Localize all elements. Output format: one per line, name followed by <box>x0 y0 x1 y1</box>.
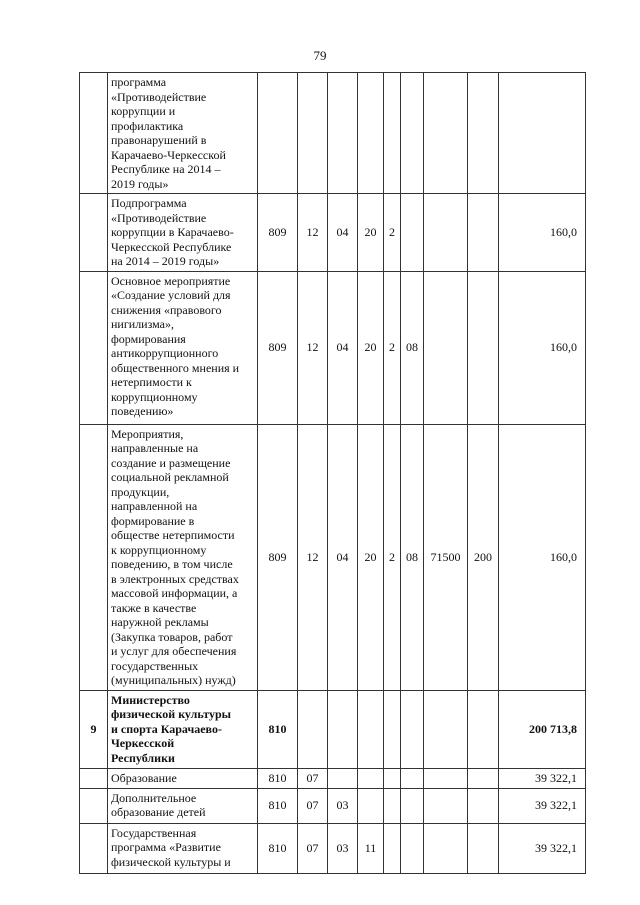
ministry-code: 810 <box>258 788 298 823</box>
main-event-code <box>401 690 424 768</box>
section-code: 07 <box>298 768 328 788</box>
section-code: 12 <box>298 271 328 424</box>
direction-code <box>424 73 468 194</box>
program-code: 11 <box>358 823 384 873</box>
table-row <box>80 690 586 768</box>
subprogram-code <box>384 73 401 194</box>
direction-code <box>424 194 468 272</box>
subprogram-code: 2 <box>384 424 401 690</box>
amount: 39 322,1 <box>499 823 586 873</box>
ministry-code: 810 <box>258 823 298 873</box>
ministry-code <box>258 73 298 194</box>
main-event-code <box>401 788 424 823</box>
item-name: Основное мероприятие «Создание условий для снижения «правового нигилизма», формирования антикоррупционного общественного мнения и нетерпимости к коррупционному поведению» <box>108 271 258 424</box>
program-code <box>358 788 384 823</box>
main-event-code <box>401 823 424 873</box>
subprogram-code <box>384 690 401 768</box>
budget-table <box>79 72 586 874</box>
section-code: 07 <box>298 788 328 823</box>
row-number <box>80 768 108 788</box>
main-event-code <box>401 194 424 272</box>
ministry-code: 810 <box>258 768 298 788</box>
subsection-code: 04 <box>328 271 358 424</box>
item-name: Государственная программа «Развитие физической культуры и <box>108 823 258 873</box>
row-number <box>80 271 108 424</box>
expense-type-code <box>468 788 499 823</box>
direction-code <box>424 768 468 788</box>
direction-code <box>424 788 468 823</box>
item-name: Министерство физической культуры и спорта Карачаево- Черкесской Республики <box>108 690 258 768</box>
subsection-code: 04 <box>328 424 358 690</box>
amount: 39 322,1 <box>499 788 586 823</box>
main-event-code: 08 <box>401 271 424 424</box>
row-number <box>80 194 108 272</box>
subsection-code <box>328 768 358 788</box>
amount <box>499 73 586 194</box>
subsection-code: 04 <box>328 194 358 272</box>
section-code <box>298 73 328 194</box>
amount: 200 713,8 <box>499 690 586 768</box>
table-row <box>80 823 586 873</box>
subsection-code <box>328 73 358 194</box>
table-row <box>80 768 586 788</box>
expense-type-code <box>468 768 499 788</box>
program-code <box>358 690 384 768</box>
direction-code: 71500 <box>424 424 468 690</box>
expense-type-code: 200 <box>468 424 499 690</box>
subsection-code <box>328 690 358 768</box>
section-code: 12 <box>298 424 328 690</box>
row-number <box>80 823 108 873</box>
subprogram-code: 2 <box>384 271 401 424</box>
row-number <box>80 788 108 823</box>
expense-type-code <box>468 690 499 768</box>
amount: 160,0 <box>499 424 586 690</box>
expense-type-code <box>468 194 499 272</box>
ministry-code: 809 <box>258 194 298 272</box>
main-event-code: 08 <box>401 424 424 690</box>
page-number: 79 <box>313 48 327 63</box>
section-code: 07 <box>298 823 328 873</box>
section-code: 12 <box>298 194 328 272</box>
subsection-code: 03 <box>328 788 358 823</box>
item-name: Образование <box>108 768 258 788</box>
direction-code <box>424 271 468 424</box>
subprogram-code: 2 <box>384 194 401 272</box>
amount: 39 322,1 <box>499 768 586 788</box>
expense-type-code <box>468 271 499 424</box>
direction-code <box>424 823 468 873</box>
program-code: 20 <box>358 271 384 424</box>
table-row <box>80 271 586 424</box>
program-code <box>358 73 384 194</box>
amount: 160,0 <box>499 271 586 424</box>
row-number: 9 <box>80 690 108 768</box>
row-number <box>80 424 108 690</box>
item-name: Дополнительное образование детей <box>108 788 258 823</box>
item-name: программа «Противодействие коррупции и профилактика правонарушений в Карачаево-Черкесской Республике на 2014 – 2019 годы» <box>108 73 258 194</box>
direction-code <box>424 690 468 768</box>
main-event-code <box>401 768 424 788</box>
item-name: Мероприятия, направленные на создание и размещение социальной рекламной продукции, направленной на формирование в обществе нетерпимости к коррупционному поведению, в том числе в электронных средствах массовой информации, а также в качестве наружной рекламы (Закупка товаров, работ и услуг для обеспечения государственных (муниципальных) нужд) <box>108 424 258 690</box>
expense-type-code <box>468 823 499 873</box>
item-name: Подпрограмма «Противодействие коррупции в Карачаево- Черкесской Республике на 2014 – 2019 годы» <box>108 194 258 272</box>
row-number <box>80 73 108 194</box>
table-row <box>80 73 586 194</box>
ministry-code: 810 <box>258 690 298 768</box>
subprogram-code <box>384 768 401 788</box>
program-code: 20 <box>358 194 384 272</box>
program-code: 20 <box>358 424 384 690</box>
amount: 160,0 <box>499 194 586 272</box>
ministry-code: 809 <box>258 424 298 690</box>
section-code <box>298 690 328 768</box>
main-event-code <box>401 73 424 194</box>
ministry-code: 809 <box>258 271 298 424</box>
subsection-code: 03 <box>328 823 358 873</box>
subprogram-code <box>384 788 401 823</box>
expense-type-code <box>468 73 499 194</box>
table-row <box>80 194 586 272</box>
subprogram-code <box>384 823 401 873</box>
table-row <box>80 788 586 823</box>
program-code <box>358 768 384 788</box>
table-row <box>80 424 586 690</box>
